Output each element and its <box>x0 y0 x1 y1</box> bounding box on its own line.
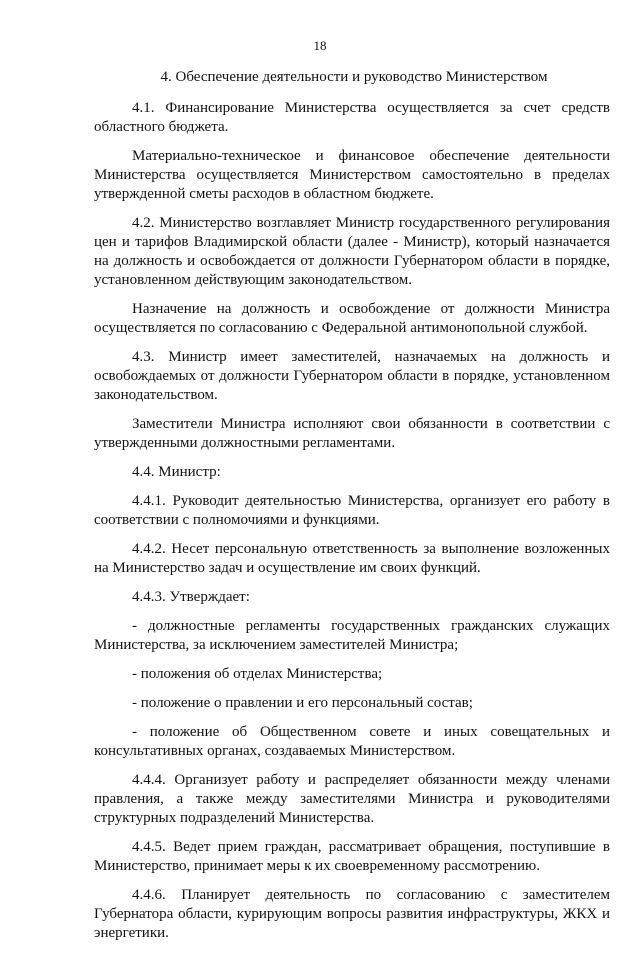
paragraph-4-4: 4.4. Министр: <box>132 464 221 480</box>
paragraph-4-2: 4.2. Министерство возглавляет Министр государственного регулирования цен и тарифов Владимирской области (далее - Министр), который назначается на должность и освобождается от должности Губернатором области в порядке, установленном действующим законодательством. <box>94 215 610 288</box>
paragraph-4-4-6: 4.4.6. Планирует деятельность по согласованию с заместителем Губернатора области, курирующим вопросы развития инфраструктуры, ЖКХ и энергетики. <box>94 887 610 941</box>
paragraph-4-4-5: 4.4.5. Ведет прием граждан, рассматривает обращения, поступившие в Министерство, принимает меры к их своевременному рассмотрению. <box>94 839 610 874</box>
list-item-board: - положение о правлении и его персональный состав; <box>132 695 473 711</box>
list-item-council: - положение об Общественном совете и иных совещательных и консультативных органах, создаваемых Министерством. <box>94 724 610 759</box>
paragraph-appointment: Назначение на должность и освобождение от должности Министра осуществляется по согласованию с Федеральной антимонопольной службой. <box>94 301 610 336</box>
section-heading: 4. Обеспечение деятельности и руководство Министерством <box>160 69 548 85</box>
paragraph-4-4-1: 4.4.1. Руководит деятельностью Министерства, организует его работу в соответствии с полномочиями и функциями. <box>94 493 610 528</box>
document-body <box>94 68 610 953</box>
paragraph-4-4-3: 4.4.3. Утверждает: <box>132 589 250 605</box>
paragraph-4-4-4: 4.4.4. Организует работу и распределяет обязанности между членами правления, а также между заместителями Министра и руководителями структурных подразделений Министерства. <box>94 772 610 826</box>
paragraph-4-1: 4.1. Финансирование Министерства осуществляется за счет средств областного бюджета. <box>94 100 610 135</box>
paragraph-4-4-2: 4.4.2. Несет персональную ответственность за выполнение возложенных на Министерство задач и осуществление им своих функций. <box>94 541 610 576</box>
paragraph-deputies: Заместители Министра исполняют свои обязанности в соответствии с утвержденными должностными регламентами. <box>94 416 610 451</box>
paragraph-material-support: Материально-техническое и финансовое обеспечение деятельности Министерства осуществляется Министерством самостоятельно в пределах утвержденной сметы расходов в областном бюджете. <box>94 148 610 202</box>
page-number: 18 <box>313 38 327 53</box>
list-item-departments: - положения об отделах Министерства; <box>132 666 383 682</box>
list-item-regulations: - должностные регламенты государственных гражданских служащих Министерства, за исключением заместителей Министра; <box>94 618 610 653</box>
paragraph-4-3: 4.3. Министр имеет заместителей, назначаемых на должность и освобождаемых от должности Губернатором области в порядке, установленном законодательством. <box>94 349 610 403</box>
